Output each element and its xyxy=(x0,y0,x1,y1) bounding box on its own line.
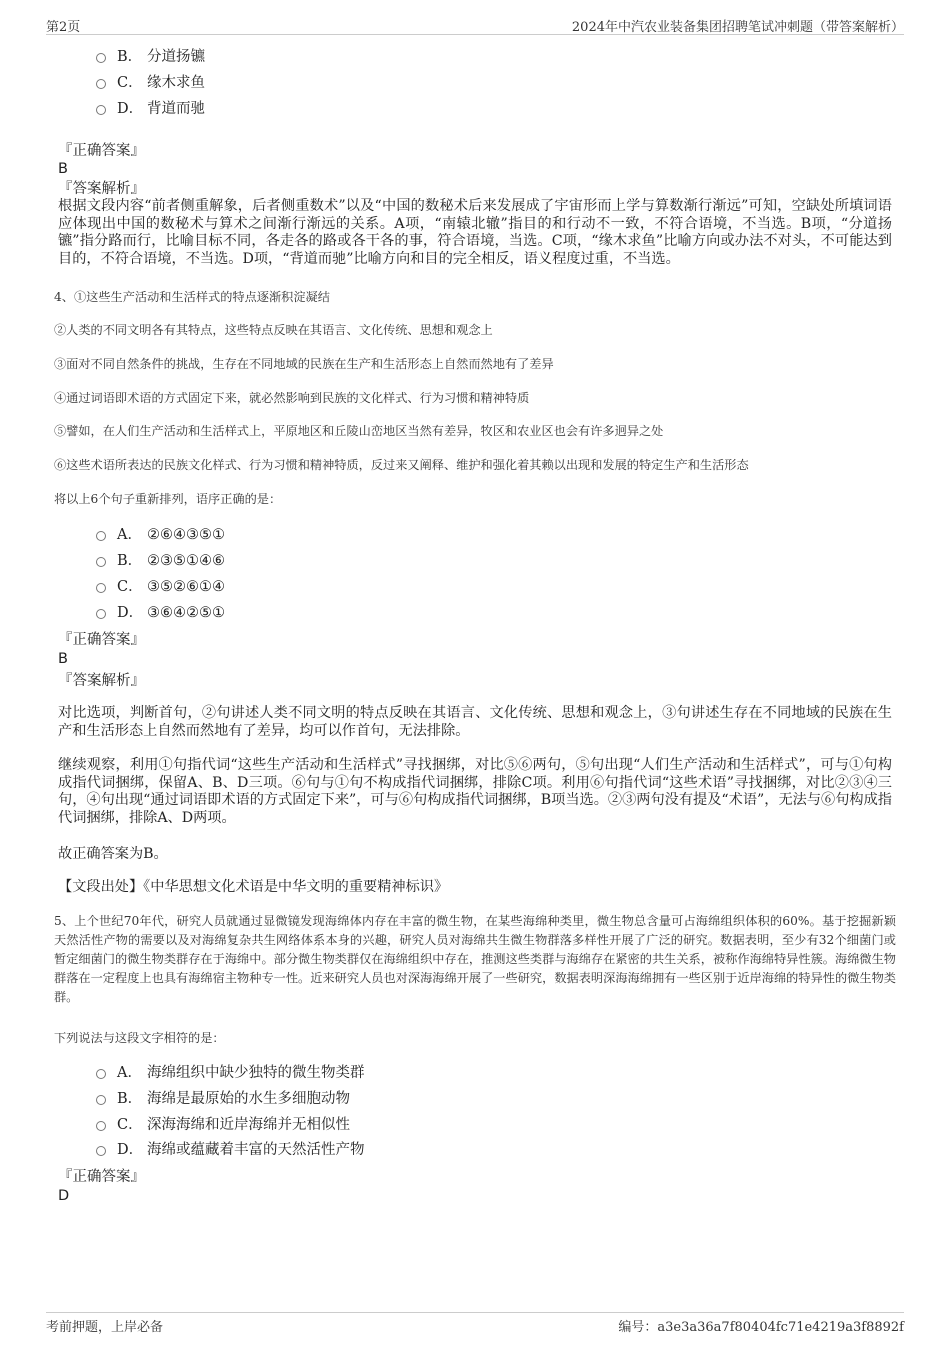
q5-answer: D xyxy=(58,1188,70,1204)
q4-sentence-4: ④通过词语即术语的方式固定下来，就必然影响到民族的文化样式、行为习惯和精神特质 xyxy=(54,391,530,405)
q4-option-d[interactable]: D． ③⑥④②⑤① xyxy=(96,604,225,622)
q3-analysis: 根据文段内容“前者侧重解象，后者侧重数术”以及“中国的数秘术后来发展成了宇宙形而上学与算数渐行渐远”可知，空缺处所填词语应体现出中国的数秘术与算术之间渐行渐远的关系。A项，“南辕北辙”指目的和行动不一致，不符合语境，不当选。B项，“分道扬镳”指分路而行，比喻目标不同，各走各的路或各干各的事，符合语境，当选。C项，“缘木求鱼”比喻方向或办法不对头，不可能达到目的，不符合语境，不当选。D项，“背道而驰”比喻方向和目的完全相反，语义程度过重，不当选。 xyxy=(58,198,892,267)
q4-answer-label: 『正确答案』 xyxy=(58,632,145,648)
q4-option-b[interactable]: B． ②③⑤①④⑥ xyxy=(96,552,225,570)
radio-icon[interactable] xyxy=(96,1146,106,1156)
q4-sentence-6: ⑥这些术语所表达的民族文化样式、行为习惯和精神特质，反过来又阐释、维护和强化着其赖以出现和发展的特定生产和生活形态 xyxy=(54,458,749,472)
radio-icon[interactable] xyxy=(96,557,106,567)
q3-answer: B xyxy=(58,161,68,177)
q5-option-c[interactable]: C． 深海海绵和近岸海绵并无相似性 xyxy=(96,1116,350,1134)
footer-slogan: 考前押题，上岸必备 xyxy=(46,1320,164,1335)
q5-text: 5、上个世纪70年代，研究人员就通过显微镜发现海绵体内存在丰富的微生物，在某些海绵种类里，微生物总含量可占海绵组织体积的60%。基于挖掘新颖天然活性产物的需要以及对海绵复杂共生网络体系本身的兴趣，研究人员对海绵共生微生物群落多样性开展了广泛的研究。数据表明，至少有32个细菌门或暂定细菌门的微生物类群存在于海绵中。部分微生物类群仅在海绵组织中存在，推测这些类群与海绵存在紧密的共生关系，被称作海绵特异性簇。海绵微生物群落在一定程度上也具有海绵宿主物种专一性。近来研究人员也对深海海绵开展了一些研究，数据表明深海海绵拥有一些区别于近岸海绵的特异性的微生物类群。 xyxy=(54,914,896,1004)
q3-option-d[interactable]: D． 背道而驰 xyxy=(96,100,205,118)
q3-option-c[interactable]: C． 缘木求鱼 xyxy=(96,74,205,92)
q4-analysis-p2: 继续观察，利用①句指代词“这些生产活动和生活样式”寻找捆绑，对比⑤⑥两句，⑤句出现“人们生产活动和生活样式”，可与①句构成指代词捆绑，保留A、B、D三项。⑥句与①句不构成指代词捆绑，排除C项。利用⑥句指代词“这些术语”寻找捆绑，对比②③④三句，④句出现“通过词语即术语的方式固定下来”，可与⑥句构成指代词捆绑，B项当选。②③两句没有提及“术语”，无法与⑥句构成指代词捆绑，排除A、D两项。 xyxy=(58,757,892,826)
q5-option-a[interactable]: A． 海绵组织中缺少独特的微生物类群 xyxy=(96,1064,365,1082)
radio-icon[interactable] xyxy=(96,531,106,541)
q4-sentence-5: ⑤譬如，在人们生产活动和生活样式上，平原地区和丘陵山峦地区当然有差异，牧区和农业区也会有许多迥异之处 xyxy=(54,424,664,438)
radio-icon[interactable] xyxy=(96,583,106,593)
document-id: 编号：a3e3a36a7f80404fc71e4219a3f8892f xyxy=(618,1320,904,1335)
radio-icon[interactable] xyxy=(96,53,106,63)
page-footer xyxy=(46,1312,904,1335)
document-title: 2024年中汽农业装备集团招聘笔试冲刺题（带答案解析） xyxy=(571,20,904,35)
q4-answer: B xyxy=(58,651,68,667)
q4-sentence-1: 4、①这些生产活动和生活样式的特点逐渐积淀凝结 xyxy=(54,290,330,304)
radio-icon[interactable] xyxy=(96,105,106,115)
q5-answer-label: 『正确答案』 xyxy=(58,1169,145,1185)
q4-analysis-p1: 对比选项，判断首句，②句讲述人类不同文明的特点反映在其语言、文化传统、思想和观念上，③句讲述生存在不同地域的民族在生产和生活形态上自然而然地有了差异，均可以作首句，无法排除。 xyxy=(58,705,892,739)
q4-option-c[interactable]: C． ③⑤②⑥①④ xyxy=(96,578,225,596)
q3-analysis-label: 『答案解析』 xyxy=(58,181,145,197)
q4-sentence-3: ③面对不同自然条件的挑战，生存在不同地域的民族在生产和生活形态上自然而然地有了差异 xyxy=(54,357,554,371)
q3-answer-label: 『正确答案』 xyxy=(58,143,145,159)
q4-analysis-p3: 故正确答案为B。 xyxy=(58,846,168,862)
q4-option-a[interactable]: A． ②⑥④③⑤① xyxy=(96,526,225,544)
page-header xyxy=(46,14,904,35)
page-number: 第2页 xyxy=(46,20,81,35)
q4-prompt: 将以上6个句子重新排列，语序正确的是： xyxy=(54,492,282,506)
q5-option-d[interactable]: D． 海绵或蕴藏着丰富的天然活性产物 xyxy=(96,1141,365,1159)
radio-icon[interactable] xyxy=(96,609,106,619)
radio-icon[interactable] xyxy=(96,1121,106,1131)
radio-icon[interactable] xyxy=(96,1069,106,1079)
q5-option-b[interactable]: B． 海绵是最原始的水生多细胞动物 xyxy=(96,1090,350,1108)
q4-source: 【文段出处】《中华思想文化术语是中华文明的重要精神标识》 xyxy=(58,879,449,895)
q4-analysis-label: 『答案解析』 xyxy=(58,673,145,689)
radio-icon[interactable] xyxy=(96,1095,106,1105)
q4-sentence-2: ②人类的不同文明各有其特点，这些特点反映在其语言、文化传统、思想和观念上 xyxy=(54,323,493,337)
q5-prompt: 下列说法与这段文字相符的是： xyxy=(54,1031,225,1045)
radio-icon[interactable] xyxy=(96,79,106,89)
q3-option-b[interactable]: B． 分道扬镳 xyxy=(96,48,205,66)
